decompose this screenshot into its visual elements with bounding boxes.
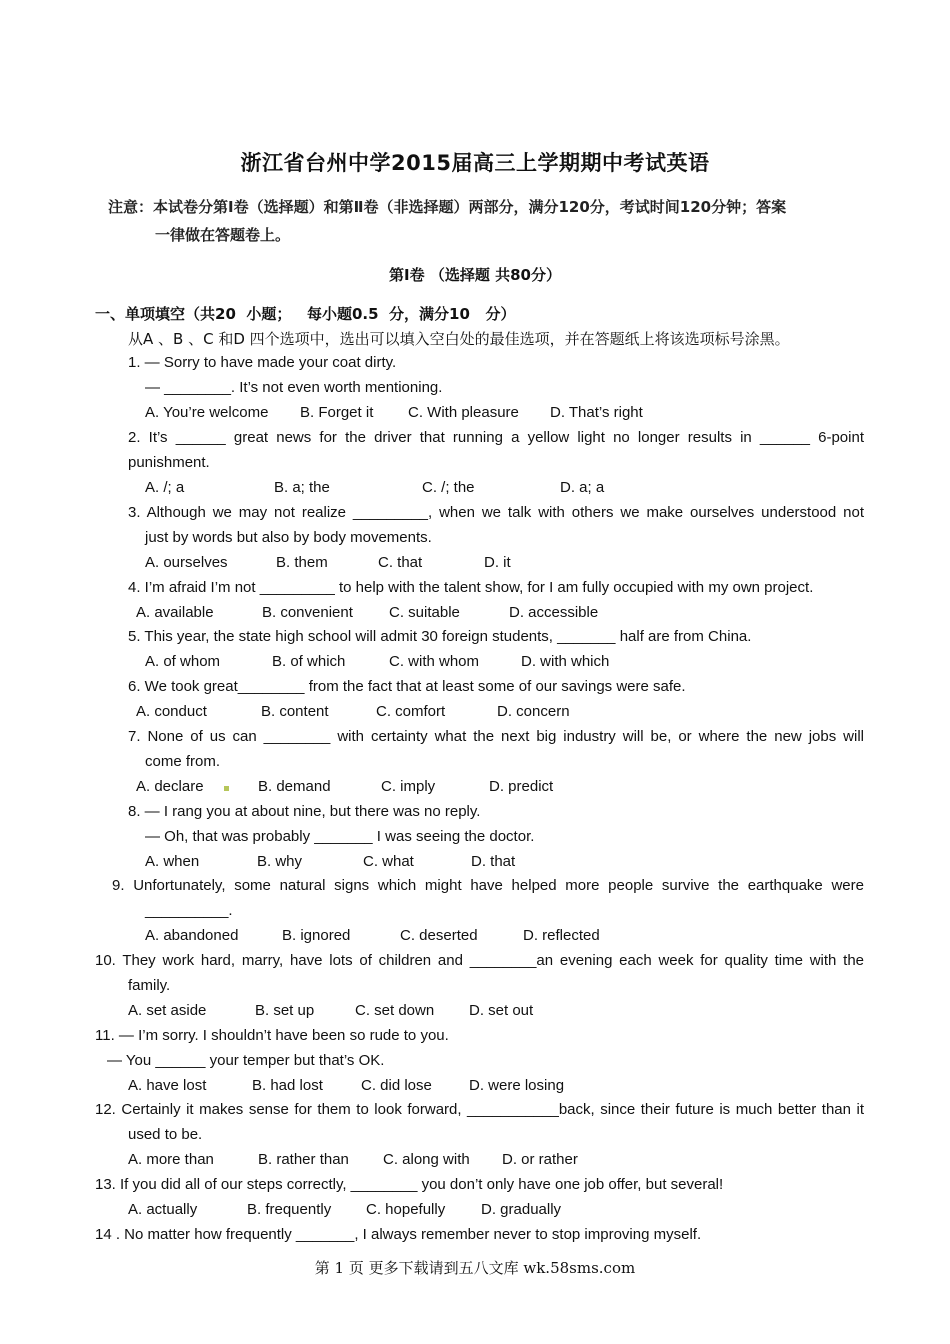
option-a: A. declare (136, 778, 204, 795)
option-d: D. set out (469, 1002, 534, 1019)
option-b: B. a; the (274, 479, 330, 496)
notice-line-2: 一律做在答题卷上。 (155, 226, 291, 244)
option-d: D. or rather (502, 1151, 578, 1168)
option-a: A. when (145, 853, 200, 870)
page-footer: 第 1 页 更多下载请到五八文库 wk.58sms.com (314, 1259, 636, 1277)
question-8-stem-2: — Oh, that was probably _______ I was seeing the doctor. (145, 828, 535, 845)
section-instruction: 从A 、B 、C 和D 四个选项中，选出可以填入空白处的最佳选项，并在答题纸上将该选项标号涂黑。 (128, 330, 790, 348)
question-12-stem-2: used to be. (128, 1126, 203, 1143)
question-11-stem-2: — You ______ your temper but that’s OK. (107, 1052, 385, 1069)
option-b: B. demand (258, 778, 331, 795)
option-b: B. them (276, 554, 328, 571)
option-d: D. that (471, 853, 516, 870)
option-c: C. suitable (389, 604, 460, 621)
option-d: D. That’s right (550, 404, 643, 421)
question-10-stem: 10. They work hard, marry, have lots of children and ________an evening each week for quality time with the (95, 952, 864, 969)
option-c: C. hopefully (366, 1201, 446, 1218)
question-7-stem-2: come from. (145, 753, 221, 770)
option-b: B. rather than (258, 1151, 349, 1168)
question-12-stem: 12. Certainly it makes sense for them to look forward, ___________back, since their future is much better than it (95, 1101, 864, 1118)
option-d: D. it (484, 554, 511, 571)
section-heading: 一、单项填空（共20 小题； 每小题0.5 分，满分10 分） (95, 305, 516, 323)
part-one-title: 第Ⅰ卷 （选择题 共80分） (389, 266, 561, 284)
option-a: A. more than (128, 1151, 214, 1168)
option-d: D. with which (521, 653, 610, 670)
question-4-stem: 4. I’m afraid I’m not _________ to help with the talent show, for I am fully occupied with my own project. (128, 579, 814, 596)
question-7-stem: 7. None of us can ________ with certainty what the next big industry will be, or where the new jobs will (128, 728, 864, 745)
question-10-stem-2: family. (128, 977, 171, 994)
question-8-stem: 8. — I rang you at about nine, but there was no reply. (128, 803, 481, 820)
question-6-stem: 6. We took great________ from the fact that at least some of our savings were safe. (128, 678, 686, 695)
option-d: D. a; a (560, 479, 605, 496)
option-c: C. along with (383, 1151, 470, 1168)
option-a: A. available (136, 604, 214, 621)
option-b: B. ignored (282, 927, 351, 944)
option-a: A. set aside (128, 1002, 207, 1019)
option-d: D. gradually (481, 1201, 562, 1218)
option-b: B. frequently (247, 1201, 332, 1218)
option-a: A. conduct (136, 703, 207, 720)
option-c: C. that (378, 554, 423, 571)
question-1-stem-2: — ________. It’s not even worth mentioning. (145, 379, 443, 396)
option-b: B. set up (255, 1002, 315, 1019)
option-c: C. With pleasure (408, 404, 519, 421)
option-c: C. /; the (422, 479, 475, 496)
question-2-stem-2: punishment. (128, 454, 210, 471)
option-c: C. imply (381, 778, 436, 795)
option-a: A. You’re welcome (145, 404, 269, 421)
question-14-stem: 14 . No matter how frequently _______, I always remember never to stop improving myself. (95, 1226, 702, 1243)
option-b: B. Forget it (300, 404, 374, 421)
option-c: C. did lose (361, 1077, 432, 1094)
option-d: D. were losing (469, 1077, 565, 1094)
question-9-stem-2: __________. (145, 902, 233, 919)
option-c: C. with whom (389, 653, 480, 670)
question-9-stem: 9. Unfortunately, some natural signs which might have helped more people survive the earthquake were (112, 877, 864, 894)
option-d: D. reflected (523, 927, 600, 944)
option-b: B. convenient (262, 604, 353, 621)
option-b: B. had lost (252, 1077, 323, 1094)
option-b: B. of which (272, 653, 346, 670)
document-title: 浙江省台州中学2015届高三上学期期中考试英语 (240, 151, 710, 175)
option-a: A. /; a (145, 479, 185, 496)
question-3-stem: 3. Although we may not realize _________, when we talk with others we make ourselves understood not (128, 504, 864, 521)
question-13-stem: 13. If you did all of our steps correctly, ________ you don’t only have one job offer, but several! (95, 1176, 724, 1193)
notice-line-1: 注意：本试卷分第Ⅰ卷（选择题）和第Ⅱ卷（非选择题）两部分，满分120分，考试时间120分钟；答案 (108, 198, 787, 216)
question-11-stem: 11. — I’m sorry. I shouldn’t have been so rude to you. (95, 1027, 449, 1044)
option-d: D. accessible (509, 604, 599, 621)
option-c: C. deserted (400, 927, 478, 944)
option-d: D. predict (489, 778, 554, 795)
option-a: A. ourselves (145, 554, 228, 571)
option-d: D. concern (497, 703, 570, 720)
option-c: C. set down (355, 1002, 435, 1019)
option-a: A. abandoned (145, 927, 239, 944)
highlight-mark (224, 786, 229, 791)
question-5-stem: 5. This year, the state high school will admit 30 foreign students, _______ half are from China. (128, 628, 752, 645)
option-a: A. actually (128, 1201, 198, 1218)
option-c: C. comfort (376, 703, 446, 720)
option-b: B. why (257, 853, 303, 870)
question-2-stem: 2. It’s ______ great news for the driver that running a yellow light no longer results in ______ 6-point (128, 429, 864, 446)
option-a: A. of whom (145, 653, 221, 670)
question-3-stem-2: just by words but also by body movements. (145, 529, 432, 546)
question-1-stem: 1. — Sorry to have made your coat dirty. (128, 354, 397, 371)
option-b: B. content (261, 703, 329, 720)
option-a: A. have lost (128, 1077, 207, 1094)
option-c: C. what (363, 853, 414, 870)
